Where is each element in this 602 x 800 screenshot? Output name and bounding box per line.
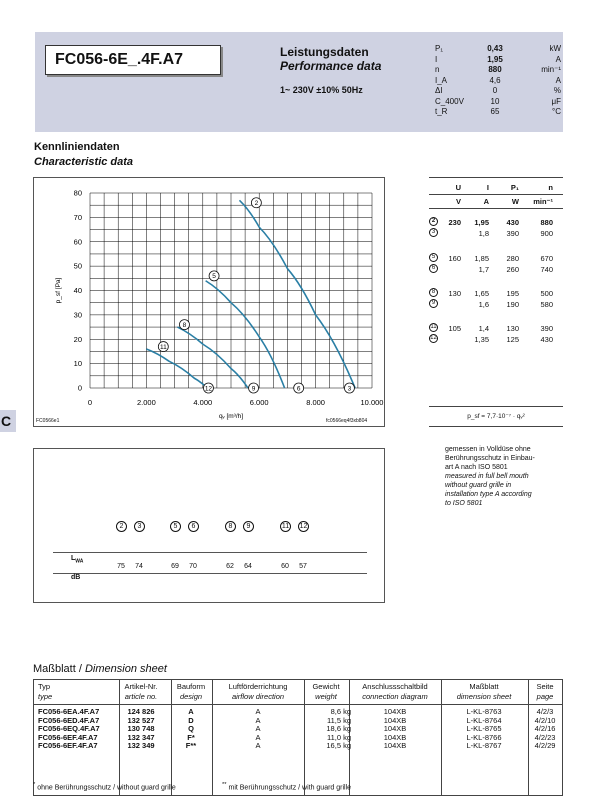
- divider: [53, 552, 367, 553]
- op-cell-U: 130: [448, 289, 461, 298]
- dimension-col-de: Seite: [536, 682, 554, 691]
- dimension-title-en: Dimension sheet: [84, 663, 167, 675]
- op-header: U: [455, 183, 461, 192]
- measurement-note-line: to ISO 5801: [445, 500, 483, 507]
- series-curve-8: [177, 327, 248, 388]
- dimension-col-en: type: [38, 692, 53, 701]
- dimension-cell: L-KL-8764: [466, 715, 502, 725]
- footnote-2: [222, 782, 351, 791]
- op-cell-n: 900: [540, 229, 553, 238]
- spec-unit: min⁻¹: [541, 65, 561, 74]
- y-tick-label: 50: [73, 261, 82, 271]
- chapter-tab: C: [0, 410, 16, 432]
- op-unit-row: [429, 196, 563, 207]
- dimension-cell: 104XB: [383, 741, 407, 751]
- performance-title-de: Leistungsdaten: [280, 45, 369, 59]
- spec-unit: μF: [551, 96, 561, 106]
- measurement-note-line: without guard grille in: [445, 482, 512, 489]
- op-point-badge: 11: [430, 324, 437, 330]
- dimension-cell: A: [255, 732, 261, 742]
- spec-symbol: n: [435, 65, 440, 74]
- dimension-cell: 104XB: [383, 707, 407, 716]
- op-cell-n: 670: [540, 254, 553, 263]
- lwa-label: $L_{WA}$: [71, 555, 84, 565]
- sound-value: 57: [299, 563, 307, 570]
- spec-unit: °C: [552, 107, 561, 116]
- dimension-col-en: weight: [315, 692, 337, 701]
- dimension-cell: 4/2/3: [536, 707, 554, 716]
- op-cell-I: 1,85: [474, 254, 489, 263]
- db-label: dB: [71, 574, 81, 581]
- op-cell-P: 430: [506, 218, 519, 227]
- op-point-badge: 9: [429, 299, 438, 308]
- dimension-cell: L-KL-8766: [466, 732, 502, 742]
- op-row: [429, 299, 563, 310]
- spec-symbol: I: [435, 54, 438, 64]
- x-tick-label: 10.000: [360, 398, 384, 407]
- footnote-text-2: mit Berührungsschutz / with guard grille: [226, 784, 352, 792]
- dimension-cell: L-KL-8763: [466, 707, 502, 716]
- lwa-sub: WA: [75, 558, 84, 565]
- dimension-cell: L-KL-8767: [466, 741, 502, 751]
- dimension-cell: Q: [188, 724, 194, 734]
- sound-value: 62: [226, 563, 234, 570]
- series-curve-2: [239, 200, 355, 388]
- zero-point-label-3: 3: [347, 385, 352, 393]
- spec-unit: %: [553, 86, 561, 95]
- dimension-cell: FC056-6ED.4F.A7: [38, 715, 100, 725]
- dimension-col-de: Artikel-Nr.: [124, 682, 158, 691]
- op-cell-I: 1,6: [478, 300, 489, 309]
- footnote-text-1: ohne Berührungsschutz / without guard grille: [35, 784, 176, 792]
- dimension-title-de: Maßblatt: [33, 663, 76, 675]
- op-cell-I: 1,8: [478, 229, 489, 238]
- sound-point-badge: 9: [243, 521, 254, 532]
- zero-point-label-6: 6: [296, 385, 301, 393]
- op-unit: V: [455, 197, 461, 206]
- op-row: [429, 264, 563, 275]
- y-tick-label: 70: [73, 212, 82, 222]
- dimension-cell: F**: [185, 741, 197, 751]
- dimension-cell: A: [255, 707, 261, 716]
- spec-value: 65: [490, 107, 500, 116]
- x-tick-label: 6.000: [249, 398, 269, 407]
- dimension-cell: FC056-6EA.4F.A7: [38, 707, 100, 716]
- dimension-title-sep: /: [75, 663, 85, 675]
- dimension-col-de: Bauform: [176, 682, 206, 691]
- op-point-badge: 6: [429, 264, 438, 273]
- sound-value: 69: [171, 563, 179, 570]
- dimension-cell: 4/2/23: [534, 732, 556, 742]
- op-cell-P: 125: [506, 335, 519, 344]
- op-cell-n: 430: [540, 335, 553, 344]
- spec-value: 880: [488, 65, 502, 74]
- dimension-cell: FC056-6EF.4F.A7: [38, 732, 98, 742]
- op-cell-U: 230: [448, 218, 461, 227]
- op-cell-I: 1,65: [474, 289, 489, 298]
- dimension-cell: 104XB: [383, 715, 407, 725]
- dimension-cell: A: [255, 741, 261, 751]
- divider: [429, 177, 563, 178]
- dimension-cell: 11,0 kg: [326, 732, 351, 742]
- dimension-col-en: dimension sheet: [456, 692, 512, 701]
- dimension-cell: 4/2/29: [534, 741, 556, 751]
- op-cell-U: 105: [448, 324, 461, 333]
- op-point-badge: 5: [429, 253, 438, 262]
- op-point-badge: 3: [429, 228, 438, 237]
- sound-value: 75: [117, 563, 125, 570]
- op-header: I: [486, 183, 489, 192]
- spec-unit: A: [555, 54, 561, 64]
- dimension-cell: A: [188, 707, 194, 716]
- dimension-cell: 4/2/10: [534, 715, 556, 725]
- sound-point-badge: 11: [281, 523, 290, 530]
- op-row: [429, 217, 563, 228]
- y-axis-label: p_sf [Pa]: [55, 277, 62, 304]
- op-unit: W: [511, 197, 519, 206]
- dimension-col-de: Anschlussschaltbild: [362, 682, 428, 691]
- section-title-de: Kennliniendaten: [34, 141, 120, 153]
- dimension-cell: A: [255, 715, 261, 725]
- spec-symbol: C_400V: [435, 96, 464, 106]
- op-header-row: [429, 182, 563, 193]
- op-point-badge: 2: [429, 217, 438, 226]
- spec-symbol: P₁: [435, 44, 444, 53]
- dimension-cell: L-KL-8765: [466, 724, 502, 734]
- op-row: [429, 323, 563, 334]
- spec-value: 0: [492, 86, 498, 95]
- op-cell-n: 500: [540, 289, 553, 298]
- sound-value: 64: [244, 563, 252, 570]
- op-cell-P: 260: [506, 265, 519, 274]
- measurement-note-line: art A nach ISO 5801: [445, 464, 508, 471]
- x-tick-label: 8.000: [306, 398, 325, 407]
- divider: [53, 573, 367, 574]
- voltage-label: 1~ 230V ±10% 50Hz: [280, 85, 363, 95]
- dimension-table: [33, 679, 563, 796]
- op-cell-n: 880: [540, 218, 553, 227]
- dimension-col-de: Typ: [38, 682, 51, 691]
- dimension-col-de: Luftförderrichtung: [228, 682, 288, 691]
- divider: [429, 208, 563, 209]
- sound-value: 60: [281, 563, 289, 570]
- op-point-badge: 12: [430, 335, 437, 341]
- dimension-cell: FC056-6EQ.4F.A7: [38, 724, 100, 734]
- sound-point-badge: 2: [116, 521, 127, 532]
- sound-point-badge: 5: [170, 521, 181, 532]
- op-row: [429, 253, 563, 264]
- series-label-5: 5: [212, 273, 216, 281]
- op-cell-I: 1,7: [478, 265, 489, 274]
- dimension-col-en: page: [536, 692, 554, 701]
- sound-point-badge: 3: [134, 521, 145, 532]
- op-cell-I: 1,4: [478, 324, 489, 333]
- dimension-col-en: airflow direction: [231, 692, 285, 701]
- spec-value: 4,6: [489, 75, 501, 85]
- op-unit: min⁻¹: [533, 197, 553, 206]
- op-cell-P: 390: [506, 229, 519, 238]
- sound-value: 70: [189, 563, 197, 570]
- spec-value: 0,43: [487, 44, 503, 53]
- series-label-11: 11: [159, 343, 167, 351]
- spec-symbol: ΔI: [435, 86, 443, 95]
- dimension-cell: 8,6 kg: [330, 707, 351, 716]
- dimension-cell: D: [188, 715, 194, 725]
- footnote-1: [33, 782, 176, 791]
- op-header: P₁: [510, 183, 519, 192]
- sound-value: 74: [135, 563, 143, 570]
- op-cell-P: 195: [506, 289, 519, 298]
- sound-point-badge: 8: [225, 521, 236, 532]
- dimension-col-en: connection diagram: [362, 692, 428, 701]
- dimension-col-de: Maßblatt: [469, 682, 499, 691]
- dimension-header: [34, 680, 562, 705]
- op-cell-n: 740: [540, 265, 553, 274]
- op-cell-P: 130: [506, 324, 519, 333]
- model-title: FC056-6E_.4F.A7: [45, 45, 221, 75]
- op-cell-P: 190: [506, 300, 519, 309]
- series-curve-11: [146, 349, 207, 388]
- op-cell-I: 1,95: [474, 218, 489, 227]
- dimension-cell: 16,5 kg: [326, 741, 351, 751]
- series-label-8: 8: [182, 321, 187, 329]
- op-cell-U: 160: [448, 254, 461, 263]
- measurement-note-line: measured in full bell mouth: [445, 473, 529, 480]
- op-row: [429, 288, 563, 299]
- y-tick-label: 30: [73, 310, 82, 320]
- dimension-cell: 130 748: [127, 724, 155, 734]
- dimension-cell: 132 527: [127, 715, 155, 725]
- y-tick-label: 80: [73, 188, 82, 198]
- y-tick-label: 0: [77, 383, 82, 393]
- measurement-note-line: gemessen in Volldüse ohne: [445, 446, 531, 453]
- x-tick-label: 2.000: [137, 398, 156, 407]
- chart-code-left: FC0566e1: [36, 418, 60, 424]
- series-label-2: 2: [254, 200, 259, 208]
- spec-symbol: t_R: [435, 107, 448, 116]
- y-tick-label: 60: [73, 237, 82, 247]
- divider: [429, 194, 563, 195]
- op-cell-n: 390: [540, 324, 553, 333]
- op-row: [429, 334, 563, 345]
- spec-value: 10: [490, 96, 500, 106]
- dimension-cell: 104XB: [383, 732, 407, 742]
- footnote-star-1: *: [33, 782, 36, 788]
- op-unit: A: [483, 197, 489, 206]
- dimension-cell: 104XB: [383, 724, 407, 734]
- op-cell-n: 580: [540, 300, 553, 309]
- y-tick-label: 10: [73, 359, 82, 369]
- pressure-formula: p_sf = 7,7·10⁻⁷ · qᵥ²: [429, 406, 563, 427]
- dimension-cell: 132 349: [127, 741, 155, 751]
- op-header: n: [548, 183, 553, 192]
- y-tick-label: 40: [73, 286, 82, 295]
- op-cell-I: 1,35: [474, 335, 489, 344]
- dimension-cell: 18,6 kg: [326, 724, 351, 734]
- dimension-cell: FC056-6EF.4F.A7: [38, 741, 98, 751]
- op-cell-P: 280: [506, 254, 519, 263]
- section-title-en: Characteristic data: [34, 156, 134, 168]
- dimension-cell: 4/2/16: [534, 724, 556, 734]
- measurement-note: [445, 445, 563, 508]
- spec-value: 1,95: [487, 54, 503, 64]
- chart-code-right: fc0566eq4f3xb804: [326, 418, 368, 424]
- sound-point-badge: 6: [188, 521, 199, 532]
- x-tick-label: 0: [87, 398, 93, 407]
- dimension-col-en: design: [179, 692, 203, 701]
- dimension-cell: A: [255, 724, 261, 734]
- dimension-cell: 132 347: [127, 732, 155, 742]
- spec-unit: kW: [549, 44, 561, 53]
- dimension-cell: 11,5 kg: [326, 715, 351, 725]
- spec-unit: A: [555, 75, 561, 85]
- measurement-note-line: installation type A according: [445, 491, 532, 498]
- sound-power-box: [33, 448, 385, 603]
- footnote-star-2: **: [222, 782, 227, 788]
- op-row: [429, 228, 563, 239]
- dimension-cell: F*: [187, 732, 195, 742]
- sound-point-badge: 12: [299, 523, 308, 530]
- x-axis-label: qᵥ [m³/h]: [218, 413, 244, 420]
- zero-point-label-12: 12: [204, 385, 213, 393]
- performance-title-en: Performance data: [280, 59, 382, 73]
- measurement-note-line: Berührungsschutz in Einbau-: [445, 455, 535, 462]
- dimension-col-de: Gewicht: [312, 682, 340, 691]
- dimension-col-en: article no.: [124, 692, 158, 701]
- y-tick-label: 20: [73, 334, 82, 344]
- op-point-badge: 8: [429, 288, 438, 297]
- dimension-cell: 124 826: [127, 707, 155, 716]
- zero-point-label-9: 9: [251, 385, 256, 393]
- dimension-title: [33, 663, 167, 675]
- spec-symbol: I_A: [435, 75, 448, 85]
- x-tick-label: 4.000: [193, 398, 213, 407]
